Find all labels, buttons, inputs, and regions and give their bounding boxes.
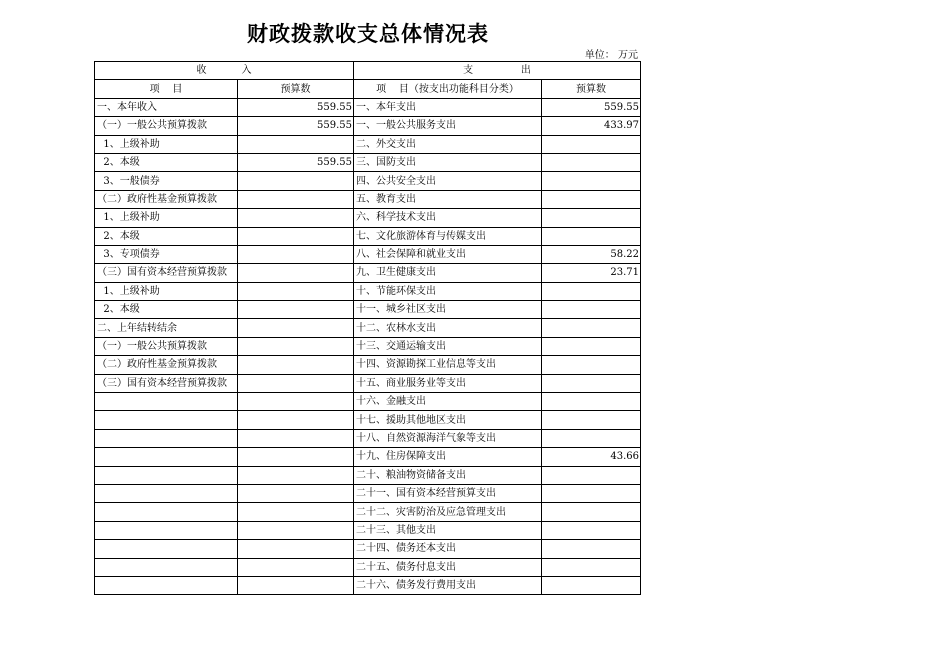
table-row [95,172,641,190]
income-item-cell [95,576,238,594]
income-budget-cell [238,264,354,282]
table-row [95,337,641,355]
income-item-cell [95,521,238,539]
expense-item-cell: 一、一般公共服务支出 [354,117,542,135]
table-row [95,448,641,466]
income-budget-cell [238,503,354,521]
income-item-cell [95,411,238,429]
expense-budget-cell [542,466,641,484]
expense-budget-cell: 43.66 [542,448,641,466]
expense-item-cell: 二十、粮油物资储备支出 [354,466,542,484]
income-budget-cell [238,448,354,466]
expense-item-cell: 二十二、灾害防治及应急管理支出 [354,503,542,521]
income-item-cell: 1、上级补助 [95,135,238,153]
income-item-cell: （三）国有资本经营预算拨款 [95,374,238,392]
expense-budget-cell [542,393,641,411]
income-item-cell: （二）政府性基金预算拨款 [95,356,238,374]
income-budget-cell [238,466,354,484]
income-budget-cell [238,282,354,300]
income-budget-cell [238,190,354,208]
expense-item-cell: 二十五、债务付息支出 [354,558,542,576]
income-budget-cell [238,319,354,337]
table-row [95,135,641,153]
expense-budget-cell: 23.71 [542,264,641,282]
income-item-cell: 3、一般债券 [95,172,238,190]
income-item-cell: 一、本年收入 [95,98,238,116]
income-budget-cell [238,521,354,539]
table-row [95,190,641,208]
table-row [95,521,641,539]
expense-budget-cell [542,540,641,558]
budget-table [94,61,641,595]
income-item-cell: 2、本级 [95,227,238,245]
expense-budget-cell [542,337,641,355]
unit-value: 万元 [618,50,638,61]
expense-item-cell: 二、外交支出 [354,135,542,153]
expense-item-cell: 十三、交通运输支出 [354,337,542,355]
expense-item-cell: 十五、商业服务业等支出 [354,374,542,392]
income-budget-cell [238,356,354,374]
income-item-cell: 2、本级 [95,153,238,171]
table-body [95,98,641,595]
page-title: 财政拨款收支总体情况表 [247,22,489,46]
expense-item-cell: 十九、住房保障支出 [354,448,542,466]
table-row [95,356,641,374]
table-row [95,576,641,594]
expense-budget-cell [542,429,641,447]
expense-item-cell: 十六、金融支出 [354,393,542,411]
expense-item-cell: 九、卫生健康支出 [354,264,542,282]
income-item-cell: 二、上年结转结余 [95,319,238,337]
income-item-cell: （二）政府性基金预算拨款 [95,190,238,208]
income-item-cell [95,466,238,484]
expense-item-header: 项 目（按支出功能科目分类） [354,80,542,98]
income-item-cell: 1、上级补助 [95,282,238,300]
table-row [95,540,641,558]
income-budget-cell [238,227,354,245]
income-budget-cell [238,393,354,411]
expense-item-cell: 六、科学技术支出 [354,209,542,227]
table-row [95,393,641,411]
expense-item-cell: 一、本年支出 [354,98,542,116]
expense-budget-cell [542,282,641,300]
header-row-group [95,62,641,80]
table-row [95,282,641,300]
table-row [95,264,641,282]
income-budget-cell [238,301,354,319]
table-row [95,209,641,227]
income-budget-cell: 559.55 [238,153,354,171]
table-row [95,484,641,502]
table-row [95,558,641,576]
income-item-cell: 3、专项债券 [95,245,238,263]
table-row [95,227,641,245]
income-item-cell [95,429,238,447]
expense-item-cell: 十、节能环保支出 [354,282,542,300]
expense-item-cell: 五、教育支出 [354,190,542,208]
income-item-cell: 2、本级 [95,301,238,319]
income-item-cell: （三）国有资本经营预算拨款 [95,264,238,282]
expense-item-cell: 二十三、其他支出 [354,521,542,539]
expense-item-cell: 十七、援助其他地区支出 [354,411,542,429]
expense-budget-cell [542,558,641,576]
expense-budget-cell [542,172,641,190]
expense-budget-cell [542,356,641,374]
income-budget-cell: 559.55 [238,98,354,116]
expense-item-cell: 二十四、债务还本支出 [354,540,542,558]
income-budget-cell [238,135,354,153]
expense-budget-cell [542,153,641,171]
income-budget-cell [238,245,354,263]
expense-budget-cell: 433.97 [542,117,641,135]
income-header: 收 入 [95,62,354,80]
header-row-columns [95,80,641,98]
income-budget-cell [238,558,354,576]
expense-budget-cell [542,227,641,245]
table-row [95,245,641,263]
income-budget-cell [238,429,354,447]
income-item-cell [95,503,238,521]
income-budget-cell [238,172,354,190]
expense-budget-cell [542,484,641,502]
expense-item-cell: 八、社会保障和就业支出 [354,245,542,263]
table-row [95,301,641,319]
expense-budget-cell [542,190,641,208]
table-row [95,503,641,521]
income-item-cell: （一）一般公共预算拨款 [95,337,238,355]
expense-item-cell: 十四、资源勘探工业信息等支出 [354,356,542,374]
income-budget-cell [238,540,354,558]
income-budget-cell [238,576,354,594]
table-row [95,98,641,116]
unit-label-text: 单位： [584,50,615,61]
expense-item-cell: 三、国防支出 [354,153,542,171]
income-item-cell [95,393,238,411]
expense-item-cell: 十二、农林水支出 [354,319,542,337]
expense-header: 支 出 [354,62,641,80]
table-row [95,429,641,447]
expense-budget-cell: 559.55 [542,98,641,116]
unit-label [585,46,638,61]
expense-budget-cell [542,503,641,521]
income-item-cell [95,448,238,466]
income-item-cell: （一）一般公共预算拨款 [95,117,238,135]
expense-item-cell: 二十六、债务发行费用支出 [354,576,542,594]
table-row [95,374,641,392]
expense-budget-cell [542,374,641,392]
income-budget-cell [238,374,354,392]
expense-item-cell: 十八、自然资源海洋气象等支出 [354,429,542,447]
expense-item-cell: 四、公共安全支出 [354,172,542,190]
income-item-cell: 1、上级补助 [95,209,238,227]
table-row [95,319,641,337]
expense-budget-cell [542,521,641,539]
expense-budget-cell [542,135,641,153]
table-row [95,466,641,484]
income-item-header: 项 目 [95,80,238,98]
income-item-cell [95,540,238,558]
expense-budget-cell: 58.22 [542,245,641,263]
table-row [95,411,641,429]
expense-budget-header: 预算数 [542,80,641,98]
expense-budget-cell [542,411,641,429]
expense-budget-cell [542,301,641,319]
income-item-cell [95,484,238,502]
income-budget-cell [238,411,354,429]
income-budget-cell: 559.55 [238,117,354,135]
expense-item-cell: 七、文化旅游体育与传媒支出 [354,227,542,245]
table-row [95,117,641,135]
income-item-cell [95,558,238,576]
income-budget-cell [238,209,354,227]
expense-item-cell: 二十一、国有资本经营预算支出 [354,484,542,502]
table-row [95,153,641,171]
expense-budget-cell [542,319,641,337]
expense-item-cell: 十一、城乡社区支出 [354,301,542,319]
income-budget-cell [238,337,354,355]
expense-budget-cell [542,209,641,227]
income-budget-header: 预算数 [238,80,354,98]
expense-budget-cell [542,576,641,594]
income-budget-cell [238,484,354,502]
